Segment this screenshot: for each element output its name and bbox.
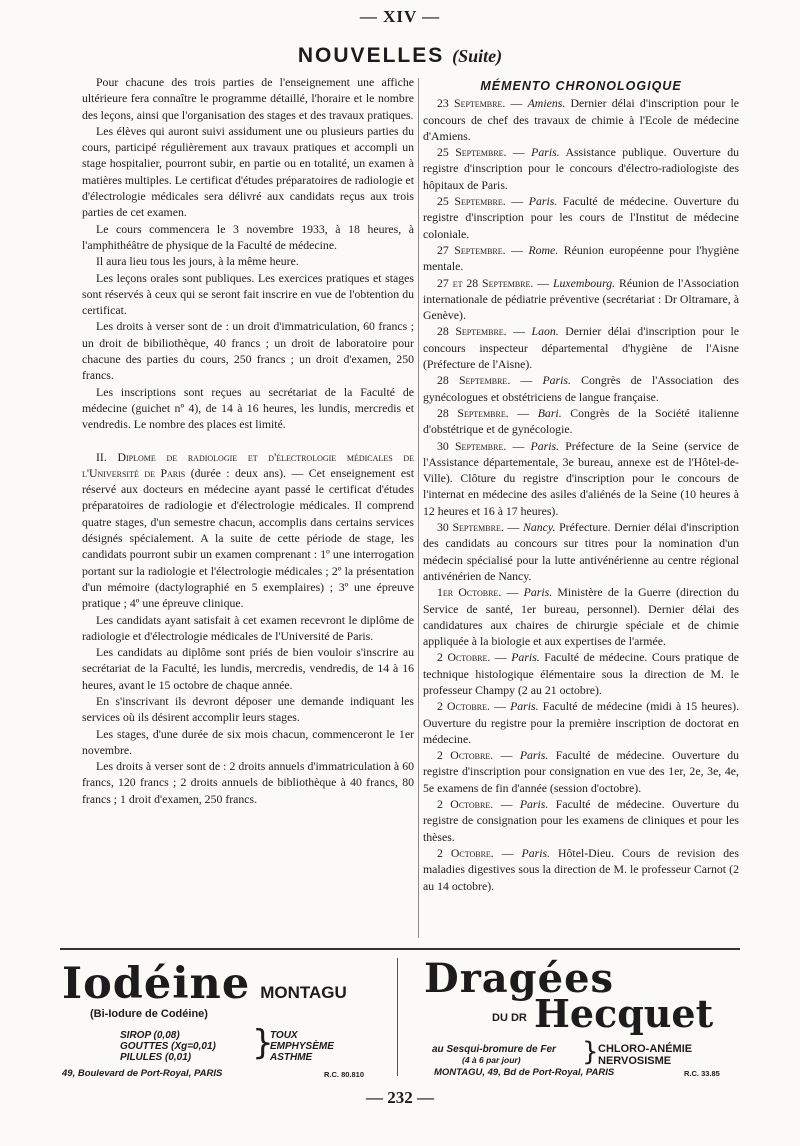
paragraph: Les stages, d'une durée de six mois chacun, commenceront le 1er novembre. xyxy=(82,726,414,757)
entry-date: 30 Septembre. xyxy=(437,520,504,535)
entry-date: 28 Septembre. xyxy=(437,373,511,388)
memento-entry: 30 Septembre. — Nancy. Préfecture. Dernier délai d'inscription des candidats au concours sur titres pour la nomination d'un médecin spécialisé pour la lutte antivénérienne au centre régional antivénérien de Nancy. xyxy=(423,520,739,583)
title-text: NOUVELLES xyxy=(297,44,445,67)
entry-date: 25 Septembre. xyxy=(437,145,507,160)
ad-iodeine xyxy=(62,959,392,1082)
ad-tagline: (Bi-Iodure de Codéine) xyxy=(90,1008,208,1020)
entry-text: Congrès de la Société italienne d'obstétrique et de gynécologie. xyxy=(423,405,739,437)
entry-text: Congrès de l'Association des gynécologues et obstétriciens de langue française. xyxy=(423,373,739,404)
memento-entry: 25 Septembre. — Paris. Faculté de médecine. Ouverture du registre d'inscription pour les cours de l'Institut de médecine coloniale. xyxy=(423,194,740,241)
paragraph: Les candidats au diplôme sont priés de bien vouloir s'inscrire au secrétariat de la Faculté, les lundis, mercredis, vendredis, de 14 à 16 heures, avant le 15 octobre de chaque année. xyxy=(82,645,414,692)
entry-place: Paris. xyxy=(531,145,560,160)
ad-form: SIROP (0,08) xyxy=(120,1030,180,1041)
memento-entry: 27 Septembre. — Rome. Réunion européenne pour l'hygiène mentale. xyxy=(423,242,740,274)
ad-indication: NERVOSISME xyxy=(598,1055,672,1067)
ad-brand-name: Hecquet xyxy=(534,991,714,1036)
column-divider xyxy=(418,78,419,938)
paragraph: Les candidats ayant satisfait à cet examen recevront le diplôme de radiologie et d'électrologie médicales de l'Université de Paris. xyxy=(82,612,414,643)
entry-date: 2 Octobre. xyxy=(437,748,494,763)
memento-entry: 2 Octobre. — Paris. Hôtel-Dieu. Cours de revision des maladies digestives sous la direction de M. le professeur Carnot (2 au 14 octobre). xyxy=(423,845,739,893)
paragraph: Les droits à verser sont de : 2 droits annuels d'immatriculation à 60 francs, 120 francs ; 2 droits annuels de bibliothèque à 40 francs, 80 francs ; 1 droit d'examen, 250 francs. xyxy=(82,759,414,806)
entry-text: Dernier délai d'inscription pour le concours inspecteur départemental d'hygiène de l'Aisne (Préfecture de l'Aisne). xyxy=(423,324,740,372)
memento-entry: 23 Septembre. — Amiens. Dernier délai d'inscription pour le concours de chef des travaux de chimie à l'Ecole de médecine d'Amiens. xyxy=(423,96,740,143)
entry-place: Bari. xyxy=(537,405,562,420)
paragraph: En s'inscrivant ils devront déposer une demande indiquant les services où ils désirent accomplir leurs stages. xyxy=(82,693,414,725)
entry-place: Paris. xyxy=(519,797,549,812)
entry-date: 28 Septembre. xyxy=(437,405,509,420)
ad-rc: R.C. 33.85 xyxy=(684,1069,720,1078)
brace-icon: } xyxy=(582,1037,599,1067)
memento-entry: 2 Octobre. — Paris. Faculté de médecine. Cours pratique de technique histologique élémentaire sous la direction de M. le professeur Champy (2 au 21 octobre). xyxy=(423,650,739,697)
right-column xyxy=(423,78,739,894)
entry-place: Nancy. xyxy=(522,520,556,535)
memento-entry: 28 Septembre. — Laon. Dernier délai d'inscription pour le concours inspecteur départemental d'hygiène de l'Aisne (Préfecture de l'Aisne). xyxy=(423,324,740,372)
entry-text: Hôtel-Dieu. Cours de revision des maladies digestives sous la direction de M. le professeur Carnot (2 au 14 octobre). xyxy=(423,845,739,893)
ad-separator xyxy=(60,948,740,950)
memento-heading: MÉMENTO CHRONOLOGIQUE xyxy=(480,79,682,93)
entry-text: Réunion européenne pour l'hygiène mentale. xyxy=(423,242,740,274)
entry-place: Paris. xyxy=(523,585,553,600)
ad-dose: (4 à 6 par jour) xyxy=(462,1055,521,1065)
ad-form: GOUTTES (Xg=0,01) xyxy=(120,1041,216,1052)
ad-address: 49, Boulevard de Port-Royal, PARIS xyxy=(62,1068,223,1079)
entry-date: 27 et 28 Septembre. xyxy=(437,275,534,290)
entry-text: Faculté de médecine. Ouverture du registre d'inscription pour les cours de l'Institut de médecine coloniale. xyxy=(423,194,740,241)
entry-place: Paris. xyxy=(530,438,560,453)
ad-indication: EMPHYSÈME xyxy=(270,1041,334,1052)
memento-entry: 1er Octobre. — Paris. Ministère de la Guerre (direction du Service de santé, 1er bureau, personnel). Dernier délai des candidatures aux chaires de chirurgie spéciale et de chimie appliquée à la biologie et aux expertises de l'armée. xyxy=(423,585,740,649)
memento-entry: 28 Septembre. — Paris. Congrès de l'Association des gynécologues et obstétriciens de langue française. xyxy=(423,373,739,404)
entry-date: 2 Octobre. xyxy=(437,797,494,812)
ad-form: PILULES (0,01) xyxy=(120,1052,192,1063)
entry-place: Amiens. xyxy=(527,96,566,111)
ad-address: MONTAGU, 49, Bd de Port-Royal, PARIS xyxy=(434,1067,615,1078)
memento-entry: 30 Septembre. — Paris. Préfecture de la Seine (service de l'Assistance départementale, 3e bureau, annexe est de l'Hôtel-de-Ville). Clôture du registre d'inscription pour le concours de l'internat en médecine des asiles d'aliénés de la Seine (10 heures à 12 heures et 16 à 17 heures). xyxy=(423,438,739,518)
paragraph: Les élèves qui auront suivi assidument une ou plusieurs parties du cours, participé régulièrement aux travaux pratiques et accompli un stage hospitalier, pourront subir, en partie ou en totalité, un examen à matières multiples. Le certificat d'études préparatoires de radiologie et d'électrologie médicales sera délivré aux candidats reçus aux trois parties de cet examen. xyxy=(82,123,414,220)
entry-date: 30 Septembre. xyxy=(437,438,507,453)
entry-date: 25 Septembre. xyxy=(437,194,506,209)
entry-text: Dernier délai d'inscription pour le concours de chef des travaux de chimie à l'Ecole de médecine d'Amiens. xyxy=(423,96,740,143)
ad-brand-sub: MONTAGU xyxy=(260,983,347,1002)
diploma-heading: II. Diplome de radiologie et d'électrologie médicales de l'Université de Paris xyxy=(82,449,414,480)
entry-date: 1er Octobre. xyxy=(437,585,502,600)
paragraph: Les droits à verser sont de : un droit d'immatriculation, 60 francs ; un droit de bibiliothèque, 40 francs ; un droit de laboratoire pour chacune des parties du cours, 250 francs ; un droit d'examen, 250 francs. xyxy=(82,319,414,383)
memento-list xyxy=(423,95,739,894)
entry-place: Paris. xyxy=(542,373,571,388)
ad-brand: Dragées xyxy=(424,955,615,1002)
brace-icon: } xyxy=(252,1023,274,1063)
paragraph: Le cours commencera le 3 novembre 1933, à 18 heures, à l'amphithéâtre de physique de la Faculté de médecine. xyxy=(82,221,414,252)
ad-rc: R.C. 80.810 xyxy=(324,1070,365,1079)
page-number: — 232 — xyxy=(366,1088,434,1107)
ad-composition-line: au Sesqui-bromure de Fer xyxy=(432,1044,556,1055)
entry-place: Paris. xyxy=(511,650,540,665)
entry-place: Paris. xyxy=(519,748,549,763)
paragraph: Les inscriptions sont reçues au secrétariat de la Faculté de médecine (guichet nº 4), de 14 à 16 heures, les lundis, mercredis et vendredis. Le nombre des places est limité. xyxy=(82,384,414,432)
ad-indication: TOUX xyxy=(270,1030,298,1041)
entry-date: 2 Octobre. xyxy=(437,699,490,714)
ad-divider xyxy=(397,958,398,1076)
ad-du: DU DR xyxy=(492,1012,527,1024)
ad-indications xyxy=(270,1030,334,1063)
entry-text: Préfecture. Dernier délai d'inscription des candidats au concours sur titres pour la nomination d'un médecin spécialisé pour la lutte antivénérienne au centre régional antivénérien de Nancy. xyxy=(423,520,739,583)
entry-text: Préfecture de la Seine (service de l'Assistance départementale, 3e bureau, annexe est de l'Hôtel-de-Ville). Clôture du registre d'inscription pour le concours de l'internat en médecine des asiles d'aliénés de la Seine (10 heures à 12 heures et 16 à 17 heures). xyxy=(423,438,739,518)
left-column xyxy=(82,74,414,807)
ad-dragees xyxy=(404,955,740,1083)
ad-composition xyxy=(432,1044,556,1066)
memento-entry: 25 Septembre. — Paris. Assistance publique. Ouverture du registre d'inscription pour le concours d'électro-radiologiste des hôpitaux de Paris. xyxy=(423,145,739,192)
memento-entry: 2 Octobre. — Paris. Faculté de médecine (midi à 15 heures). Ouverture du registre pour la première inscription de doctorat en médecine. xyxy=(423,699,740,746)
entry-place: Laon. xyxy=(531,324,559,339)
entry-text: Ministère de la Guerre (direction du Service de santé, 1er bureau, personnel). Dernier délai des candidatures aux chaires de chirurgie spéciale et de chimie appliquée à la biologie et aux expertises de l'armée. xyxy=(423,585,740,649)
entry-place: Paris. xyxy=(510,699,539,714)
entry-date: 2 Octobre. xyxy=(437,650,491,665)
entry-date: 28 Septembre. xyxy=(437,324,507,339)
paragraph: Pour chacune des trois parties de l'enseignement une affiche ultérieure fera connaître le programme détaillé, l'horaire et le nombre des leçons, ainsi que l'organisation des stages et des travaux pratiques. xyxy=(82,75,414,122)
entry-date: 23 Septembre. xyxy=(437,96,506,111)
entry-text: Faculté de médecine. Ouverture du registre d'inscription pour consignation en vue des 1er, 2e, 3e, 4e, 5e examens de fin d'année (session d'octobre). xyxy=(423,748,740,795)
title-suite: (Suite) xyxy=(452,46,503,66)
memento-entry: 2 Octobre. — Paris. Faculté de médecine. Ouverture du registre d'inscription pour consignation en vue des 1er, 2e, 3e, 4e, 5e examens de fin d'année (session d'octobre). xyxy=(423,748,740,795)
ad-indication: CHLORO-ANÉMIE xyxy=(598,1043,693,1055)
ad-brand: Iodéine xyxy=(62,959,251,1009)
page-number-roman: — XIV — xyxy=(359,7,441,26)
memento-entry: 27 et 28 Septembre. — Luxembourg. Réunion de l'Association internationale de pédiatrie préventive (secrétariat : Dr Oltramare, à Genève). xyxy=(423,275,739,323)
entry-place: Rome. xyxy=(528,242,559,257)
entry-date: 2 Octobre. xyxy=(437,845,494,860)
memento-entry: 28 Septembre. — Bari. Congrès de la Société italienne d'obstétrique et de gynécologie. xyxy=(423,405,739,437)
paragraph: Les leçons orales sont publiques. Les exercices pratiques et stages sont réservés à ceux qui se seront fait inscrire en vue de l'obtention du certificat. xyxy=(82,270,414,318)
entry-date: 27 Septembre. xyxy=(437,242,506,257)
memento-entry: 2 Octobre. — Paris. Faculté de médecine. Ouverture du registre de consignation pour les examens de cliniques et pour les thèses. xyxy=(423,797,740,844)
ad-forms xyxy=(120,1030,216,1063)
ad-indication: ASTHME xyxy=(270,1052,313,1063)
entry-text: Réunion de l'Association internationale de pédiatrie préventive (secrétariat : Dr Oltramare, à Genève). xyxy=(423,275,739,323)
ad-indications xyxy=(598,1043,692,1067)
entry-place: Luxembourg. xyxy=(552,275,616,290)
diploma-paragraph xyxy=(82,449,414,612)
entry-text: Faculté de médecine. Cours pratique de technique histologique élémentaire sous la direction de M. le professeur Champy (2 au 21 octobre). xyxy=(423,650,739,697)
diploma-text: (durée : deux ans). — Cet enseignement est réservé aux docteurs en médecine ayant passé le certificat d'études préparatoires de radiologie et d'électrologie médicales. Il comprend quatre stages, d'un semestre chacun, accomplis dans certains services désignés spécialement. A la suite de cette période de stage, les candidats pourront subir un examen comprenant : 1º une interrogation portant sur la radiologie et l'électrologie médicales ; 2º la présentation d'un mémoire (dactylographié en 5 exemplaires) ; 3º une épreuve pratique ; 4º une épreuve clinique. xyxy=(82,465,414,611)
entry-text: Assistance publique. Ouverture du registre d'inscription pour le concours d'électro-radiologiste des hôpitaux de Paris. xyxy=(423,145,739,192)
entry-place: Paris. xyxy=(521,845,551,860)
entry-text: Faculté de médecine. Ouverture du registre de consignation pour les examens de cliniques et pour les thèses. xyxy=(423,797,740,844)
entry-place: Paris. xyxy=(528,194,558,209)
entry-text: Faculté de médecine (midi à 15 heures). Ouverture du registre pour la première inscription de doctorat en médecine. xyxy=(423,699,740,746)
section-title xyxy=(0,44,800,68)
paragraph: Il aura lieu tous les jours, à la même heure. xyxy=(96,254,299,269)
